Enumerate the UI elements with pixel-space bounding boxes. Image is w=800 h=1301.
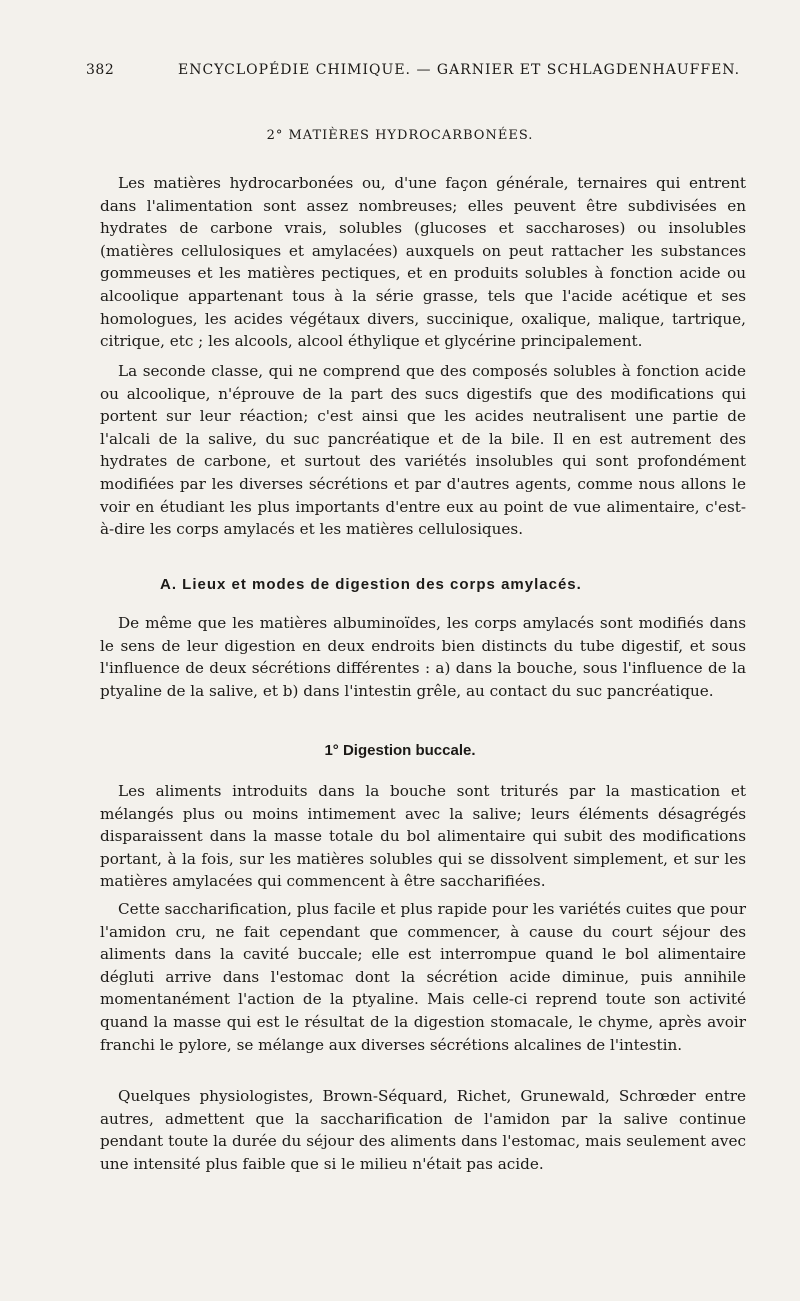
- page-number: 382: [86, 62, 115, 78]
- paragraph-3: [100, 612, 746, 702]
- paragraph-4: [100, 780, 746, 893]
- paragraph-text: Cette saccharification, plus facile et plus rapide pour les variétés cuites que pour l'amidon cru, ne fait cependant que commencer, à cause du court séjour des aliments dans la cavité buccale; elle est interrompue quand le bol alimentaire dégluti arrive dans l'estomac dont la sécrétion acide diminue, puis annihile momentanément l'action de la ptyaline. Mais celle-ci reprend toute son activité quand la masse qui est le résultat de la digestion stomacale, le chyme, après avoir franchi le pylore, se mélange aux diverses sécrétions alcalines de l'intestin.: [100, 900, 746, 1054]
- paragraph-6: [100, 1085, 746, 1175]
- paragraph-1: [100, 172, 746, 353]
- paragraph-2: [100, 360, 746, 541]
- paragraph-text: Quelques physiologistes, Brown-Séquard, Richet, Grunewald, Schrœder entre autres, admettent que la saccharification de l'amidon par la salive continue pendant toute la durée du séjour des aliments dans l'estomac, mais seulement avec une intensité plus faible que si le milieu n'était pas acide.: [100, 1087, 746, 1173]
- section-title: 2° MATIÈRES HYDROCARBONÉES.: [266, 128, 534, 143]
- paragraph-text: Les matières hydrocarbonées ou, d'une façon générale, ternaires qui entrent dans l'alimentation sont assez nombreuses; elles peuvent être subdivisées en hydrates de carbone vrais, solubles (glucoses et saccharoses) ou insolubles (matières cellulosiques et amylacées) auxquels on peut rattacher les substances gommeuses et les matières pectiques, et en produits solubles à fonction acide ou alcoolique appartenant tous à la série grasse, tels que l'acide acétique et ses homologues, les acides végétaux divers, succinique, oxalique, malique, tartrique, citrique, etc ; les alcools, alcool éthylique et glycérine principalement.: [100, 174, 746, 351]
- paragraph-5: [100, 898, 746, 1056]
- paragraph-text: La seconde classe, qui ne comprend que des composés solubles à fonction acide ou alcoolique, n'éprouve de la part des sucs digestifs que des modifications qui portent sur leur réaction; c'est ainsi que les acides neutralisent une partie de l'alcali de la salive, du suc pancréatique et de la bile. Il en est autrement des hydrates de carbone, et surtout des variétés insolubles qui sont profondément modifiées par les diverses sécrétions et par d'autres agents, comme nous allons le voir en étudiant les plus importants d'entre eux au point de vue alimentaire, c'est-à-dire les corps amylacés et les matières cellulosiques.: [100, 362, 746, 539]
- paragraph-text: De même que les matières albuminoïdes, les corps amylacés sont modifiés dans le sens de leur digestion en deux endroits bien distincts du tube digestif, et sous l'influence de deux sécrétions différentes : a) dans la bouche, sous l'influence de la ptyaline de la salive, et b) dans l'intestin grêle, au contact du suc pancréatique.: [100, 614, 746, 700]
- subheading-digestion-buccale: 1° Digestion buccale.: [324, 742, 476, 759]
- paragraph-text: Les aliments introduits dans la bouche sont triturés par la mastication et mélangés plus ou moins intimement avec la salive; leurs éléments désagrégés disparaissent dans la masse totale du bol alimentaire qui subit des modifications portant, à la fois, sur les matières solubles qui se dissolvent simplement, et sur les matières amylacées qui commencent à être saccharifiées.: [100, 782, 746, 891]
- running-title: ENCYCLOPÉDIE CHIMIQUE. — GARNIER ET SCHLAGDENHAUFFEN.: [178, 62, 741, 78]
- subheading-lieux-modes: A. Lieux et modes de digestion des corps amylacés.: [160, 576, 582, 593]
